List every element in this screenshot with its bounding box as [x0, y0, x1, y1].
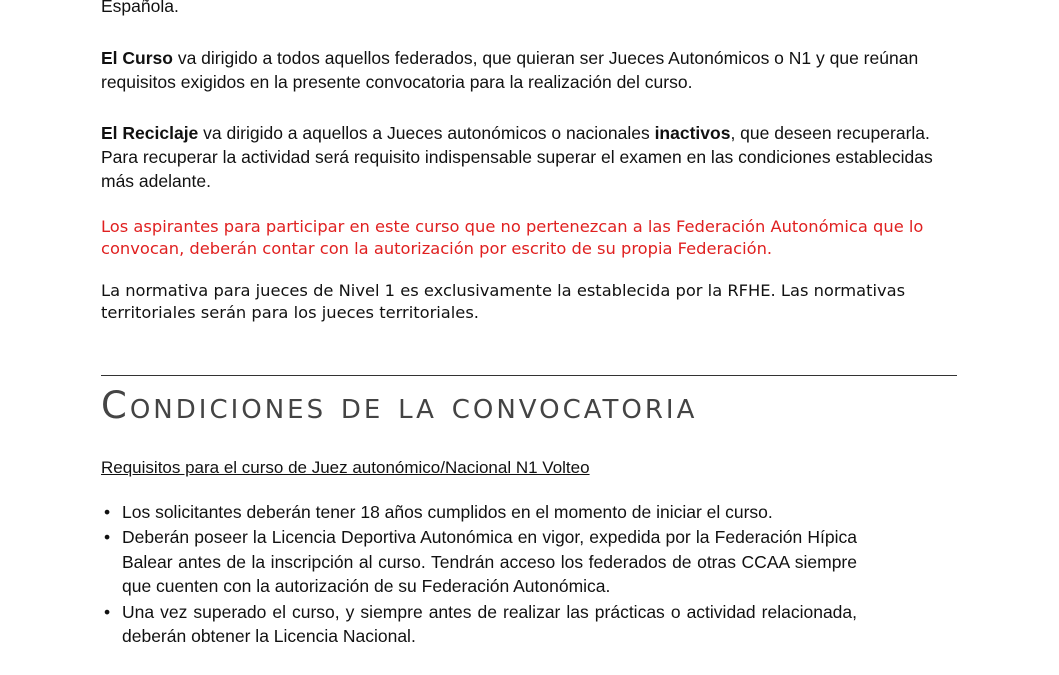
- list-item: [101, 525, 857, 599]
- reciclaje-text-after: , que deseen recuperarla. Para recuperar la actividad será requisito indispensable superar el examen en las condiciones establecidas más adelante.: [101, 123, 933, 191]
- list-item-text: Deberán poseer la Licencia Deportiva Autonómica en vigor, expedida por la Federación Hípica Balear antes de la inscripción al curso. Tendrán acceso los federados de otras CCAA siempre que cuenten con la autorización de su Federación Autonómica.: [122, 527, 857, 597]
- top-fragment-paragraph: Española.: [101, 0, 179, 16]
- bullet-dot: •: [104, 601, 111, 622]
- reciclaje-paragraph: [101, 121, 941, 193]
- bullet-dot: •: [104, 502, 111, 522]
- reciclaje-label: El Reciclaje: [101, 123, 199, 143]
- curso-paragraph: [101, 46, 941, 94]
- curso-label: El Curso: [101, 48, 173, 68]
- section-divider: [101, 375, 957, 376]
- list-item: [101, 500, 857, 525]
- reciclaje-text-before: va dirigido a aquellos a Jueces autonómicos o nacionales: [198, 123, 655, 143]
- bullet-dot: •: [104, 527, 111, 548]
- requirements-title: Requisitos para el curso de Juez autonómico/Nacional N1 Volteo: [101, 458, 590, 477]
- section-heading: Condiciones de la convocatoria: [101, 384, 698, 427]
- inactivos-label: inactivos: [654, 123, 731, 143]
- aspirantes-notice: Los aspirantes para participar en este curso que no pertenezcan a las Federación Autonómica que lo convocan, deberán contar con la autorización por escrito de su propia Federación.: [101, 217, 924, 258]
- normativa-paragraph: La normativa para jueces de Nivel 1 es exclusivamente la establecida por la RFHE. Las normativas territoriales serán para los jueces territoriales.: [101, 281, 906, 322]
- requirements-list: [101, 500, 857, 649]
- list-item-text: Una vez superado el curso, y siempre antes de realizar las prácticas o actividad relacionada, deberán obtener la Licencia Nacional.: [122, 601, 857, 647]
- list-item: [101, 600, 857, 649]
- list-item-text: Los solicitantes deberán tener 18 años cumplidos en el momento de iniciar el curso.: [122, 502, 773, 522]
- curso-text: va dirigido a todos aquellos federados, que quieran ser Jueces Autonómicos o N1 y que reúnan requisitos exigidos en la presente convocatoria para la realización del curso.: [101, 48, 919, 92]
